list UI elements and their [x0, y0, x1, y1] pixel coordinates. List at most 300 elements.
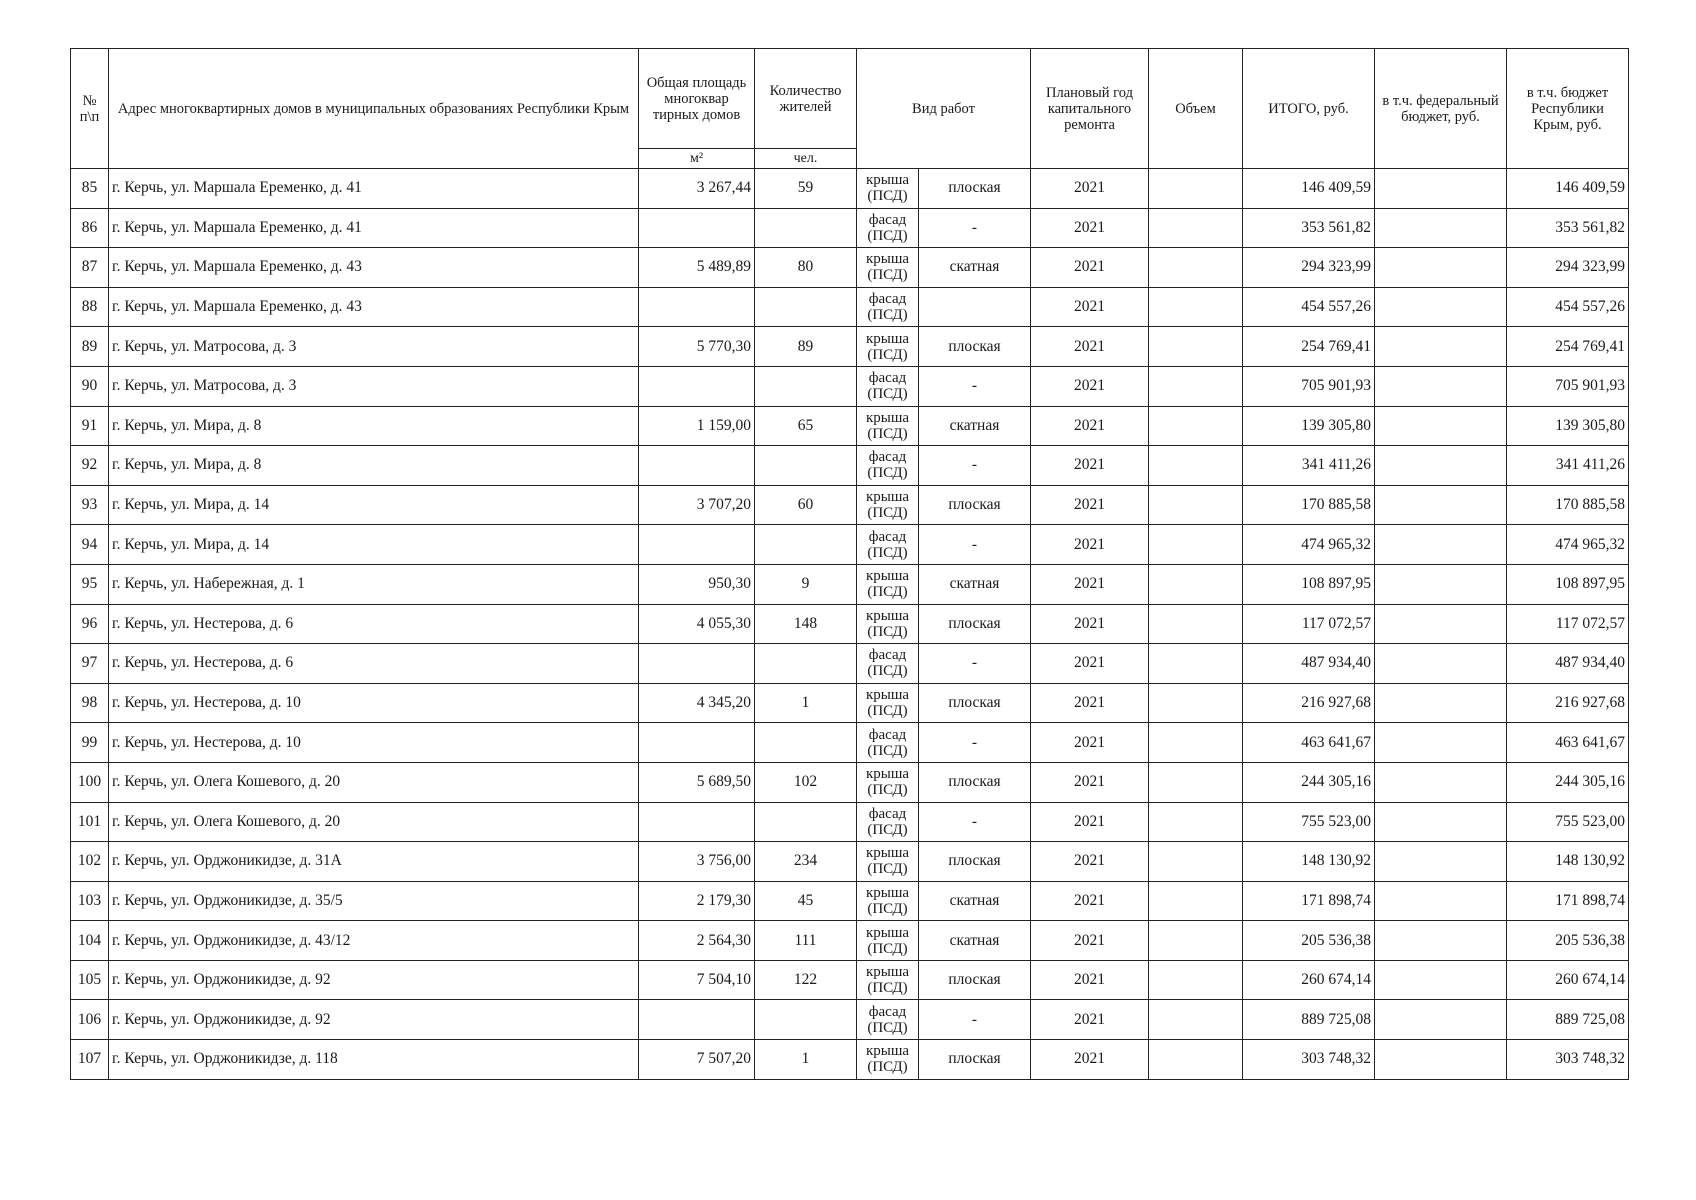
- work-type-line2: (ПСД): [867, 782, 908, 799]
- col-header-area: Общая площадь многоквар тирных домов: [639, 49, 755, 149]
- table-row: [71, 802, 1629, 842]
- row-year: 2021: [1031, 960, 1149, 1000]
- row-area: [639, 208, 755, 248]
- row-number: 87: [71, 248, 109, 288]
- row-year: 2021: [1031, 644, 1149, 684]
- row-year: 2021: [1031, 1040, 1149, 1080]
- row-volume: [1149, 683, 1243, 723]
- row-residents: [755, 525, 857, 565]
- row-residents: [755, 446, 857, 486]
- row-area: [639, 644, 755, 684]
- row-number: 88: [71, 287, 109, 327]
- repair-program-table: [70, 48, 1629, 1080]
- row-address: г. Керчь, ул. Маршала Еременко, д. 43: [109, 287, 639, 327]
- row-number: 105: [71, 960, 109, 1000]
- row-area: [639, 802, 755, 842]
- table-row: [71, 525, 1629, 565]
- row-federal: [1375, 881, 1507, 921]
- table-row: [71, 248, 1629, 288]
- work-type-line1: фасад: [868, 449, 907, 466]
- row-work-subtype: -: [919, 366, 1031, 406]
- row-total: 139 305,80: [1243, 406, 1375, 446]
- row-area: 4 345,20: [639, 683, 755, 723]
- work-type-line2: (ПСД): [867, 544, 908, 561]
- row-residents: [755, 723, 857, 763]
- row-federal: [1375, 1000, 1507, 1040]
- row-year: 2021: [1031, 208, 1149, 248]
- row-residents: [755, 287, 857, 327]
- row-number: 102: [71, 842, 109, 882]
- row-federal: [1375, 525, 1507, 565]
- row-year: 2021: [1031, 406, 1149, 446]
- row-address: г. Керчь, ул. Нестерова, д. 6: [109, 644, 639, 684]
- row-work-subtype: плоская: [919, 683, 1031, 723]
- row-total: 341 411,26: [1243, 446, 1375, 486]
- row-federal: [1375, 564, 1507, 604]
- row-republic: 244 305,16: [1507, 762, 1629, 802]
- work-type-line2: (ПСД): [867, 227, 908, 244]
- row-residents: [755, 1000, 857, 1040]
- row-work-subtype: -: [919, 1000, 1031, 1040]
- row-area: [639, 287, 755, 327]
- row-work-subtype: плоская: [919, 604, 1031, 644]
- row-total: 303 748,32: [1243, 1040, 1375, 1080]
- row-republic: 755 523,00: [1507, 802, 1629, 842]
- row-work-type: [857, 762, 919, 802]
- col-header-federal: в т.ч. федеральный бюджет, руб.: [1375, 49, 1507, 169]
- row-work-type: [857, 881, 919, 921]
- table-row: [71, 723, 1629, 763]
- row-volume: [1149, 604, 1243, 644]
- row-total: 108 897,95: [1243, 564, 1375, 604]
- work-type-line1: крыша: [865, 687, 910, 704]
- work-type-line2: (ПСД): [867, 386, 908, 403]
- row-area: 7 504,10: [639, 960, 755, 1000]
- row-volume: [1149, 802, 1243, 842]
- row-federal: [1375, 842, 1507, 882]
- row-area: 5 489,89: [639, 248, 755, 288]
- work-type-line1: фасад: [868, 528, 907, 545]
- row-area: 5 770,30: [639, 327, 755, 367]
- row-address: г. Керчь, ул. Нестерова, д. 10: [109, 683, 639, 723]
- row-address: г. Керчь, ул. Маршала Еременко, д. 41: [109, 208, 639, 248]
- table-row: [71, 366, 1629, 406]
- row-year: 2021: [1031, 683, 1149, 723]
- row-residents: 60: [755, 485, 857, 525]
- table-row: [71, 604, 1629, 644]
- row-residents: 102: [755, 762, 857, 802]
- row-number: 97: [71, 644, 109, 684]
- row-residents: 89: [755, 327, 857, 367]
- row-work-type: [857, 248, 919, 288]
- row-volume: [1149, 644, 1243, 684]
- row-republic: 474 965,32: [1507, 525, 1629, 565]
- work-type-line2: (ПСД): [867, 346, 908, 363]
- work-type-line2: (ПСД): [867, 821, 908, 838]
- row-republic: 341 411,26: [1507, 446, 1629, 486]
- row-volume: [1149, 881, 1243, 921]
- row-work-type: [857, 446, 919, 486]
- row-republic: 303 748,32: [1507, 1040, 1629, 1080]
- row-residents: 1: [755, 1040, 857, 1080]
- table-row: [71, 406, 1629, 446]
- row-work-type: [857, 564, 919, 604]
- area-unit: м²: [639, 149, 755, 169]
- row-residents: 1: [755, 683, 857, 723]
- row-residents: [755, 802, 857, 842]
- work-type-line1: фасад: [868, 647, 907, 664]
- row-republic: 254 769,41: [1507, 327, 1629, 367]
- row-number: 106: [71, 1000, 109, 1040]
- row-area: 7 507,20: [639, 1040, 755, 1080]
- row-number: 93: [71, 485, 109, 525]
- row-federal: [1375, 366, 1507, 406]
- row-work-subtype: плоская: [919, 1040, 1031, 1080]
- row-republic: 139 305,80: [1507, 406, 1629, 446]
- table-row: [71, 842, 1629, 882]
- row-volume: [1149, 169, 1243, 209]
- row-residents: 9: [755, 564, 857, 604]
- row-federal: [1375, 960, 1507, 1000]
- row-total: 170 885,58: [1243, 485, 1375, 525]
- row-work-subtype: -: [919, 723, 1031, 763]
- table-row: [71, 881, 1629, 921]
- row-work-type: [857, 683, 919, 723]
- row-work-type: [857, 921, 919, 961]
- row-total: 294 323,99: [1243, 248, 1375, 288]
- row-number: 86: [71, 208, 109, 248]
- table-row: [71, 1000, 1629, 1040]
- col-header-total: ИТОГО, руб.: [1243, 49, 1375, 169]
- row-federal: [1375, 604, 1507, 644]
- row-work-type: [857, 366, 919, 406]
- row-address: г. Керчь, ул. Матросова, д. 3: [109, 366, 639, 406]
- row-total: 755 523,00: [1243, 802, 1375, 842]
- row-republic: 108 897,95: [1507, 564, 1629, 604]
- row-area: 2 179,30: [639, 881, 755, 921]
- work-type-line2: (ПСД): [867, 703, 908, 720]
- row-volume: [1149, 446, 1243, 486]
- row-total: 454 557,26: [1243, 287, 1375, 327]
- row-republic: 889 725,08: [1507, 1000, 1629, 1040]
- work-type-line1: крыша: [865, 489, 910, 506]
- row-republic: 205 536,38: [1507, 921, 1629, 961]
- row-residents: 122: [755, 960, 857, 1000]
- row-year: 2021: [1031, 564, 1149, 604]
- row-federal: [1375, 287, 1507, 327]
- row-number: 91: [71, 406, 109, 446]
- work-type-line1: фасад: [868, 726, 907, 743]
- table-row: [71, 683, 1629, 723]
- work-type-line1: крыша: [865, 884, 910, 901]
- row-total: 216 927,68: [1243, 683, 1375, 723]
- row-work-type: [857, 208, 919, 248]
- work-type-line2: (ПСД): [867, 267, 908, 284]
- work-type-line1: крыша: [865, 964, 910, 981]
- row-address: г. Керчь, ул. Мира, д. 14: [109, 525, 639, 565]
- row-republic: 260 674,14: [1507, 960, 1629, 1000]
- row-work-subtype: плоская: [919, 327, 1031, 367]
- row-number: 96: [71, 604, 109, 644]
- row-work-subtype: -: [919, 644, 1031, 684]
- row-work-type: [857, 169, 919, 209]
- row-total: 117 072,57: [1243, 604, 1375, 644]
- work-type-line2: (ПСД): [867, 188, 908, 205]
- row-federal: [1375, 208, 1507, 248]
- col-header-no: № п\п: [71, 49, 109, 169]
- row-federal: [1375, 248, 1507, 288]
- row-volume: [1149, 485, 1243, 525]
- row-residents: [755, 366, 857, 406]
- row-volume: [1149, 842, 1243, 882]
- row-work-subtype: скатная: [919, 248, 1031, 288]
- row-address: г. Керчь, ул. Матросова, д. 3: [109, 327, 639, 367]
- row-area: [639, 366, 755, 406]
- row-republic: 705 901,93: [1507, 366, 1629, 406]
- table-row: [71, 208, 1629, 248]
- row-residents: [755, 208, 857, 248]
- row-republic: 146 409,59: [1507, 169, 1629, 209]
- row-total: 171 898,74: [1243, 881, 1375, 921]
- row-address: г. Керчь, ул. Орджоникидзе, д. 92: [109, 1000, 639, 1040]
- row-number: 94: [71, 525, 109, 565]
- work-type-line1: фасад: [868, 805, 907, 822]
- row-area: 3 267,44: [639, 169, 755, 209]
- row-year: 2021: [1031, 525, 1149, 565]
- row-area: 2 564,30: [639, 921, 755, 961]
- work-type-line1: крыша: [865, 845, 910, 862]
- row-work-type: [857, 327, 919, 367]
- col-header-volume: Объем: [1149, 49, 1243, 169]
- row-number: 92: [71, 446, 109, 486]
- row-total: 244 305,16: [1243, 762, 1375, 802]
- row-residents: 80: [755, 248, 857, 288]
- row-work-subtype: скатная: [919, 564, 1031, 604]
- row-year: 2021: [1031, 248, 1149, 288]
- row-volume: [1149, 327, 1243, 367]
- table-row: [71, 921, 1629, 961]
- row-residents: 65: [755, 406, 857, 446]
- row-work-type: [857, 1000, 919, 1040]
- row-republic: 353 561,82: [1507, 208, 1629, 248]
- table-row: [71, 1040, 1629, 1080]
- row-republic: 148 130,92: [1507, 842, 1629, 882]
- row-year: 2021: [1031, 366, 1149, 406]
- row-year: 2021: [1031, 762, 1149, 802]
- col-header-address: Адрес многоквартирных домов в муниципальных образованиях Республики Крым: [109, 49, 639, 169]
- work-type-line1: крыша: [865, 409, 910, 426]
- row-volume: [1149, 564, 1243, 604]
- table-header: [71, 49, 1629, 169]
- row-area: [639, 446, 755, 486]
- row-area: [639, 1000, 755, 1040]
- row-total: 705 901,93: [1243, 366, 1375, 406]
- row-work-subtype: скатная: [919, 406, 1031, 446]
- row-federal: [1375, 446, 1507, 486]
- row-work-subtype: скатная: [919, 921, 1031, 961]
- row-work-subtype: -: [919, 208, 1031, 248]
- row-area: 5 689,50: [639, 762, 755, 802]
- table-row: [71, 169, 1629, 209]
- work-type-line2: (ПСД): [867, 980, 908, 997]
- row-volume: [1149, 248, 1243, 288]
- row-republic: 463 641,67: [1507, 723, 1629, 763]
- row-total: 146 409,59: [1243, 169, 1375, 209]
- row-address: г. Керчь, ул. Мира, д. 14: [109, 485, 639, 525]
- row-number: 103: [71, 881, 109, 921]
- row-federal: [1375, 723, 1507, 763]
- row-work-type: [857, 802, 919, 842]
- row-residents: [755, 644, 857, 684]
- row-total: 463 641,67: [1243, 723, 1375, 763]
- row-work-subtype: плоская: [919, 960, 1031, 1000]
- row-year: 2021: [1031, 604, 1149, 644]
- work-type-line1: крыша: [865, 607, 910, 624]
- row-work-subtype: плоская: [919, 485, 1031, 525]
- row-address: г. Керчь, ул. Орджоникидзе, д. 92: [109, 960, 639, 1000]
- row-year: 2021: [1031, 921, 1149, 961]
- row-address: г. Керчь, ул. Мира, д. 8: [109, 406, 639, 446]
- work-type-line2: (ПСД): [867, 1059, 908, 1076]
- row-area: 950,30: [639, 564, 755, 604]
- row-year: 2021: [1031, 842, 1149, 882]
- row-total: 148 130,92: [1243, 842, 1375, 882]
- row-volume: [1149, 525, 1243, 565]
- col-header-planned-year: Плановый год капитального ремонта: [1031, 49, 1149, 169]
- row-republic: 487 934,40: [1507, 644, 1629, 684]
- work-type-line1: крыша: [865, 766, 910, 783]
- row-federal: [1375, 683, 1507, 723]
- row-total: 474 965,32: [1243, 525, 1375, 565]
- row-volume: [1149, 921, 1243, 961]
- row-address: г. Керчь, ул. Олега Кошевого, д. 20: [109, 802, 639, 842]
- row-work-type: [857, 1040, 919, 1080]
- row-volume: [1149, 762, 1243, 802]
- row-volume: [1149, 1000, 1243, 1040]
- row-work-type: [857, 644, 919, 684]
- row-volume: [1149, 1040, 1243, 1080]
- work-type-line2: (ПСД): [867, 861, 908, 878]
- row-address: г. Керчь, ул. Набережная, д. 1: [109, 564, 639, 604]
- col-header-residents: Количество жителей: [755, 49, 857, 149]
- row-address: г. Керчь, ул. Орджоникидзе, д. 31А: [109, 842, 639, 882]
- row-number: 99: [71, 723, 109, 763]
- row-federal: [1375, 921, 1507, 961]
- row-federal: [1375, 169, 1507, 209]
- row-total: 205 536,38: [1243, 921, 1375, 961]
- row-republic: 170 885,58: [1507, 485, 1629, 525]
- row-area: [639, 723, 755, 763]
- row-year: 2021: [1031, 287, 1149, 327]
- table-row: [71, 287, 1629, 327]
- work-type-line1: крыша: [865, 1043, 910, 1060]
- row-federal: [1375, 406, 1507, 446]
- work-type-line2: (ПСД): [867, 623, 908, 640]
- row-address: г. Керчь, ул. Мира, д. 8: [109, 446, 639, 486]
- row-work-type: [857, 723, 919, 763]
- row-number: 95: [71, 564, 109, 604]
- row-work-type: [857, 287, 919, 327]
- row-federal: [1375, 485, 1507, 525]
- row-volume: [1149, 406, 1243, 446]
- work-type-line2: (ПСД): [867, 663, 908, 680]
- work-type-line1: крыша: [865, 924, 910, 941]
- work-type-line2: (ПСД): [867, 940, 908, 957]
- row-residents: 59: [755, 169, 857, 209]
- row-volume: [1149, 208, 1243, 248]
- row-total: 889 725,08: [1243, 1000, 1375, 1040]
- residents-unit: чел.: [755, 149, 857, 169]
- row-volume: [1149, 366, 1243, 406]
- table-body: [71, 169, 1629, 1080]
- row-address: г. Керчь, ул. Орджоникидзе, д. 118: [109, 1040, 639, 1080]
- row-area: 3 707,20: [639, 485, 755, 525]
- work-type-line2: (ПСД): [867, 465, 908, 482]
- work-type-line2: (ПСД): [867, 505, 908, 522]
- work-type-line2: (ПСД): [867, 900, 908, 917]
- row-republic: 216 927,68: [1507, 683, 1629, 723]
- row-work-subtype: скатная: [919, 881, 1031, 921]
- row-federal: [1375, 644, 1507, 684]
- row-address: г. Керчь, ул. Нестерова, д. 10: [109, 723, 639, 763]
- row-total: 260 674,14: [1243, 960, 1375, 1000]
- row-volume: [1149, 723, 1243, 763]
- row-year: 2021: [1031, 485, 1149, 525]
- table-row: [71, 644, 1629, 684]
- work-type-line1: фасад: [868, 291, 907, 308]
- row-federal: [1375, 762, 1507, 802]
- work-type-line1: крыша: [865, 330, 910, 347]
- row-year: 2021: [1031, 446, 1149, 486]
- row-address: г. Керчь, ул. Орджоникидзе, д. 35/5: [109, 881, 639, 921]
- row-work-subtype: плоская: [919, 762, 1031, 802]
- row-work-type: [857, 525, 919, 565]
- work-type-line2: (ПСД): [867, 742, 908, 759]
- row-work-subtype: -: [919, 525, 1031, 565]
- row-work-type: [857, 604, 919, 644]
- row-year: 2021: [1031, 723, 1149, 763]
- row-address: г. Керчь, ул. Олега Кошевого, д. 20: [109, 762, 639, 802]
- row-republic: 117 072,57: [1507, 604, 1629, 644]
- work-type-line1: фасад: [868, 370, 907, 387]
- row-address: г. Керчь, ул. Нестерова, д. 6: [109, 604, 639, 644]
- row-area: 1 159,00: [639, 406, 755, 446]
- row-total: 254 769,41: [1243, 327, 1375, 367]
- table-row: [71, 485, 1629, 525]
- row-republic: 171 898,74: [1507, 881, 1629, 921]
- row-number: 98: [71, 683, 109, 723]
- work-type-line1: крыша: [865, 251, 910, 268]
- work-type-line2: (ПСД): [867, 307, 908, 324]
- work-type-line2: (ПСД): [867, 584, 908, 601]
- row-number: 104: [71, 921, 109, 961]
- row-year: 2021: [1031, 327, 1149, 367]
- row-federal: [1375, 802, 1507, 842]
- row-volume: [1149, 287, 1243, 327]
- table-row: [71, 446, 1629, 486]
- row-work-type: [857, 960, 919, 1000]
- row-number: 89: [71, 327, 109, 367]
- row-work-subtype: -: [919, 446, 1031, 486]
- row-area: 4 055,30: [639, 604, 755, 644]
- row-republic: 454 557,26: [1507, 287, 1629, 327]
- row-work-subtype: [919, 287, 1031, 327]
- row-number: 90: [71, 366, 109, 406]
- row-residents: 45: [755, 881, 857, 921]
- row-work-subtype: -: [919, 802, 1031, 842]
- table-row: [71, 762, 1629, 802]
- row-address: г. Керчь, ул. Маршала Еременко, д. 43: [109, 248, 639, 288]
